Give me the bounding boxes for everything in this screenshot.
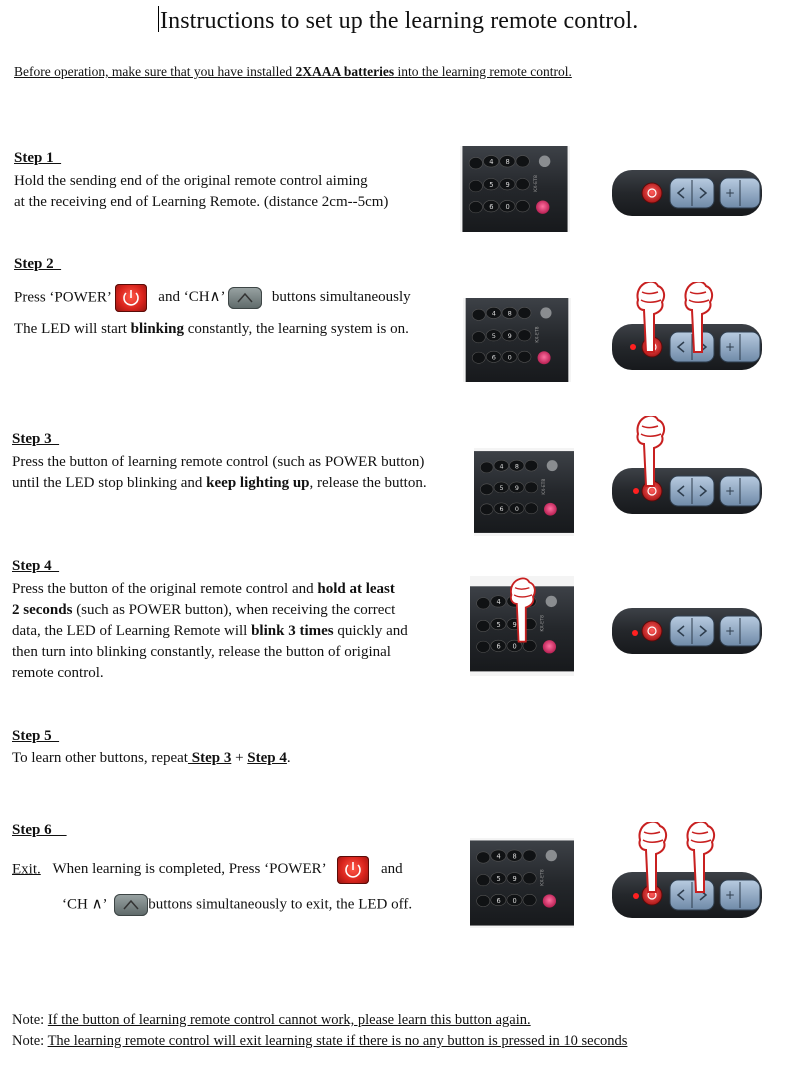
original-remote-image-1	[460, 146, 570, 232]
original-remote-image-6	[470, 838, 574, 928]
step-4-line-3: data, the LED of Learning Remote will blink 3 times quickly and	[12, 623, 408, 639]
power-icon	[115, 284, 147, 312]
step-3-line-1: Press the button of learning remote control (such as POWER button)	[12, 454, 425, 470]
step-4-line-2: 2 seconds (such as POWER button), when receiving the correct	[12, 602, 396, 618]
step-1-line-1: Hold the sending end of the original remote control aiming	[14, 173, 368, 189]
note-1: Note: If the button of learning remote control cannot work, please learn this button again.	[12, 1012, 531, 1028]
page-title: Instructions to set up the learning remote control.	[160, 8, 639, 34]
step-6-heading: Step 6	[12, 822, 67, 838]
step-6-line-2: ‘CH ∧’ buttons simultaneously to exit, the LED off.	[62, 894, 412, 916]
step-4-heading: Step 4	[12, 558, 60, 574]
step-4-line-4: then turn into blinking constantly, release the button of original	[12, 644, 391, 660]
power-icon	[337, 856, 369, 884]
step-4-line-5: remote control.	[12, 665, 104, 681]
original-remote-image-2	[463, 298, 571, 382]
note-2: Note: The learning remote control will exit learning state if there is no any button is pressed in 10 seconds	[12, 1033, 628, 1049]
step-2-line-2: The LED will start blinking constantly, the learning system is on.	[14, 321, 409, 337]
step-1-line-2: at the receiving end of Learning Remote. (distance 2cm--5cm)	[14, 194, 389, 210]
intro-text: Before operation, make sure that you have installed 2XAAA batteries into the learning remote control.	[14, 64, 572, 79]
original-remote-image-4	[470, 576, 574, 676]
learning-remote-image-1	[612, 158, 768, 224]
learning-remote-image-3	[612, 416, 768, 520]
step-6-line-1: Exit. When learning is completed, Press ‘POWER’ and	[12, 856, 403, 884]
step-5-heading: Step 5	[12, 728, 60, 744]
learning-remote-image-2	[612, 282, 768, 378]
step-1-heading: Step 1	[14, 150, 62, 166]
step-2-line-1: Press ‘POWER’ and ‘CH∧’ buttons simultaneously	[14, 284, 411, 312]
step-3-line-2: until the LED stop blinking and keep lighting up, release the button.	[12, 475, 427, 491]
original-remote-image-3	[474, 448, 574, 536]
learning-remote-image-4	[612, 592, 768, 664]
channel-up-icon	[114, 894, 148, 916]
channel-up-icon	[228, 287, 262, 309]
step-2-heading: Step 2	[14, 256, 62, 272]
step-4-line-1: Press the button of the original remote control and hold at least	[12, 581, 395, 597]
step-5-line-1: To learn other buttons, repeat Step 3 + Step 4.	[12, 750, 291, 766]
step-3-heading: Step 3	[12, 431, 60, 447]
learning-remote-image-6	[612, 822, 768, 926]
